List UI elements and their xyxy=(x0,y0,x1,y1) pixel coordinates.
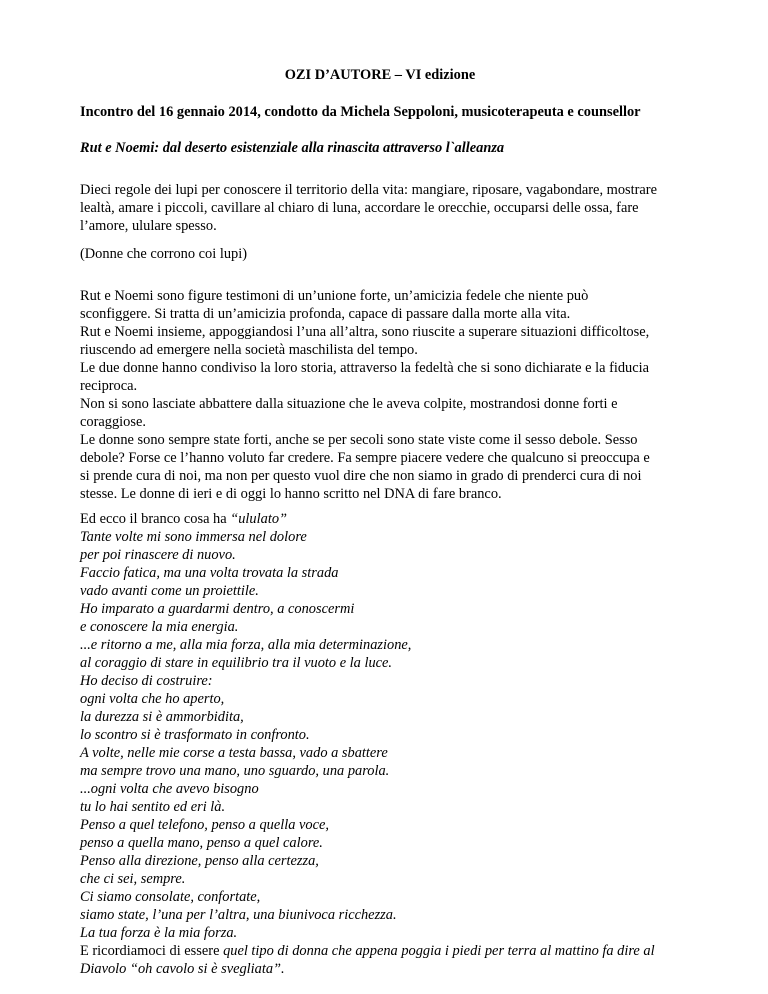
poem-line: Ho imparato a guardarmi dentro, a conoscermi xyxy=(80,601,355,617)
poem-line: che ci sei, sempre. xyxy=(80,871,186,887)
body-line: sconfiggere. Si tratta di un’amicizia profonda, capace di passare dalla morte alla vita. xyxy=(80,306,571,322)
body-line: Rut e Noemi sono figure testimoni di un’unione forte, un’amicizia fedele che niente può xyxy=(80,288,589,304)
poem-line: tu lo hai sentito ed eri là. xyxy=(80,799,226,815)
body-line: coraggiose. xyxy=(80,414,146,430)
body-paragraph xyxy=(80,287,720,503)
poem-line: Faccio fatica, ma una volta trovata la strada xyxy=(80,565,339,581)
poem-line: Penso a quel telefono, penso a quella voce, xyxy=(80,817,329,833)
poem-line: la durezza si è ammorbidita, xyxy=(80,709,244,725)
poem-line: al coraggio di stare in equilibrio tra il vuoto e la luce. xyxy=(80,655,393,671)
poem-line: lo scontro si è trasformato in confronto. xyxy=(80,727,310,743)
body-line: stesse. Le donne di ieri e di oggi lo hanno scritto nel DNA di fare branco. xyxy=(80,486,502,502)
poem-line: siamo state, l’una per l’altra, una biunivoca ricchezza. xyxy=(80,907,397,923)
poem-line: per poi rinascere di nuovo. xyxy=(80,547,236,563)
poem-intro xyxy=(80,510,720,528)
document-title: OZI D’AUTORE – VI edizione xyxy=(284,67,476,83)
poem-line: penso a quella mano, penso a quel calore. xyxy=(80,835,323,851)
source-citation xyxy=(80,245,720,263)
meeting-info: Incontro del 16 gennaio 2014, condotto da Michela Seppoloni, musicoterapeuta e counsellor xyxy=(80,104,641,120)
rules-line: Dieci regole dei lupi per conoscere il territorio della vita: mangiare, riposare, vagabondare, mostrare xyxy=(80,182,657,198)
closing-italic-text: quel tipo di donna che appena poggia i piedi per terra al mattino fa dire al xyxy=(223,943,655,959)
poem-line: ...e ritorno a me, alla mia forza, alla mia determinazione, xyxy=(80,637,412,653)
source-text: (Donne che corrono coi lupi) xyxy=(80,246,248,262)
poem-line: ma sempre trovo una mano, uno sguardo, una parola. xyxy=(80,763,390,779)
poem-line: Penso alla direzione, penso alla certezza, xyxy=(80,853,319,869)
poem-line: e conoscere la mia energia. xyxy=(80,619,239,635)
poem-line: La tua forza è la mia forza. xyxy=(80,925,238,941)
rules-line: lealtà, amare i piccoli, cavillare al chiaro di luna, accordare le orecchie, occuparsi delle ossa, fare xyxy=(80,200,639,216)
poem-intro-quote: “ululato” xyxy=(230,511,288,527)
closing-line-2: Diavolo “oh cavolo si è svegliata”. xyxy=(80,961,285,977)
body-line: Le due donne hanno condiviso la loro storia, attraverso la fedeltà che si sono dichiarate e la fiducia xyxy=(80,360,650,376)
poem-line: ogni volta che ho aperto, xyxy=(80,691,225,707)
body-line: reciproca. xyxy=(80,378,138,394)
poem-line: Ho deciso di costruire: xyxy=(80,673,213,689)
closing-plain-text: E ricordiamoci di essere xyxy=(80,943,224,959)
wolf-rules-paragraph xyxy=(80,181,720,235)
poem-intro-text: Ed ecco il branco cosa ha xyxy=(80,511,231,527)
subject-heading: Rut e Noemi: dal deserto esistenziale alla rinascita attraverso l`alleanza xyxy=(80,140,505,156)
poem-line: Ci siamo consolate, confortate, xyxy=(80,889,261,905)
poem-line: ...ogni volta che avevo bisogno xyxy=(80,781,259,797)
body-line: Rut e Noemi insieme, appoggiandosi l’una all’altra, sono riuscite a superare situazioni difficoltose, xyxy=(80,324,650,340)
closing-line xyxy=(80,942,720,960)
poem-section xyxy=(80,510,720,978)
poem-line: A volte, nelle mie corse a testa bassa, vado a sbattere xyxy=(80,745,388,761)
body-line: si prende cura di noi, ma non per questo vuol dire che non siamo in grado di prenderci cura di noi xyxy=(80,468,642,484)
body-line: Non si sono lasciate abbattere dalla situazione che le aveva colpite, mostrandosi donne forti e xyxy=(80,396,618,412)
body-line: Le donne sono sempre state forti, anche se per secoli sono state viste come il sesso debole. Sesso xyxy=(80,432,638,448)
body-line: riuscendo ad emergere nella società maschilista del tempo. xyxy=(80,342,418,358)
poem-line: Tante volte mi sono immersa nel dolore xyxy=(80,529,307,545)
rules-line: l’amore, ululare spesso. xyxy=(80,218,217,234)
poem-line: vado avanti come un proiettile. xyxy=(80,583,259,599)
body-line: debole? Forse ce l’hanno voluto far credere. Fa sempre piacere vedere che qualcuno si preoccupa e xyxy=(80,450,650,466)
